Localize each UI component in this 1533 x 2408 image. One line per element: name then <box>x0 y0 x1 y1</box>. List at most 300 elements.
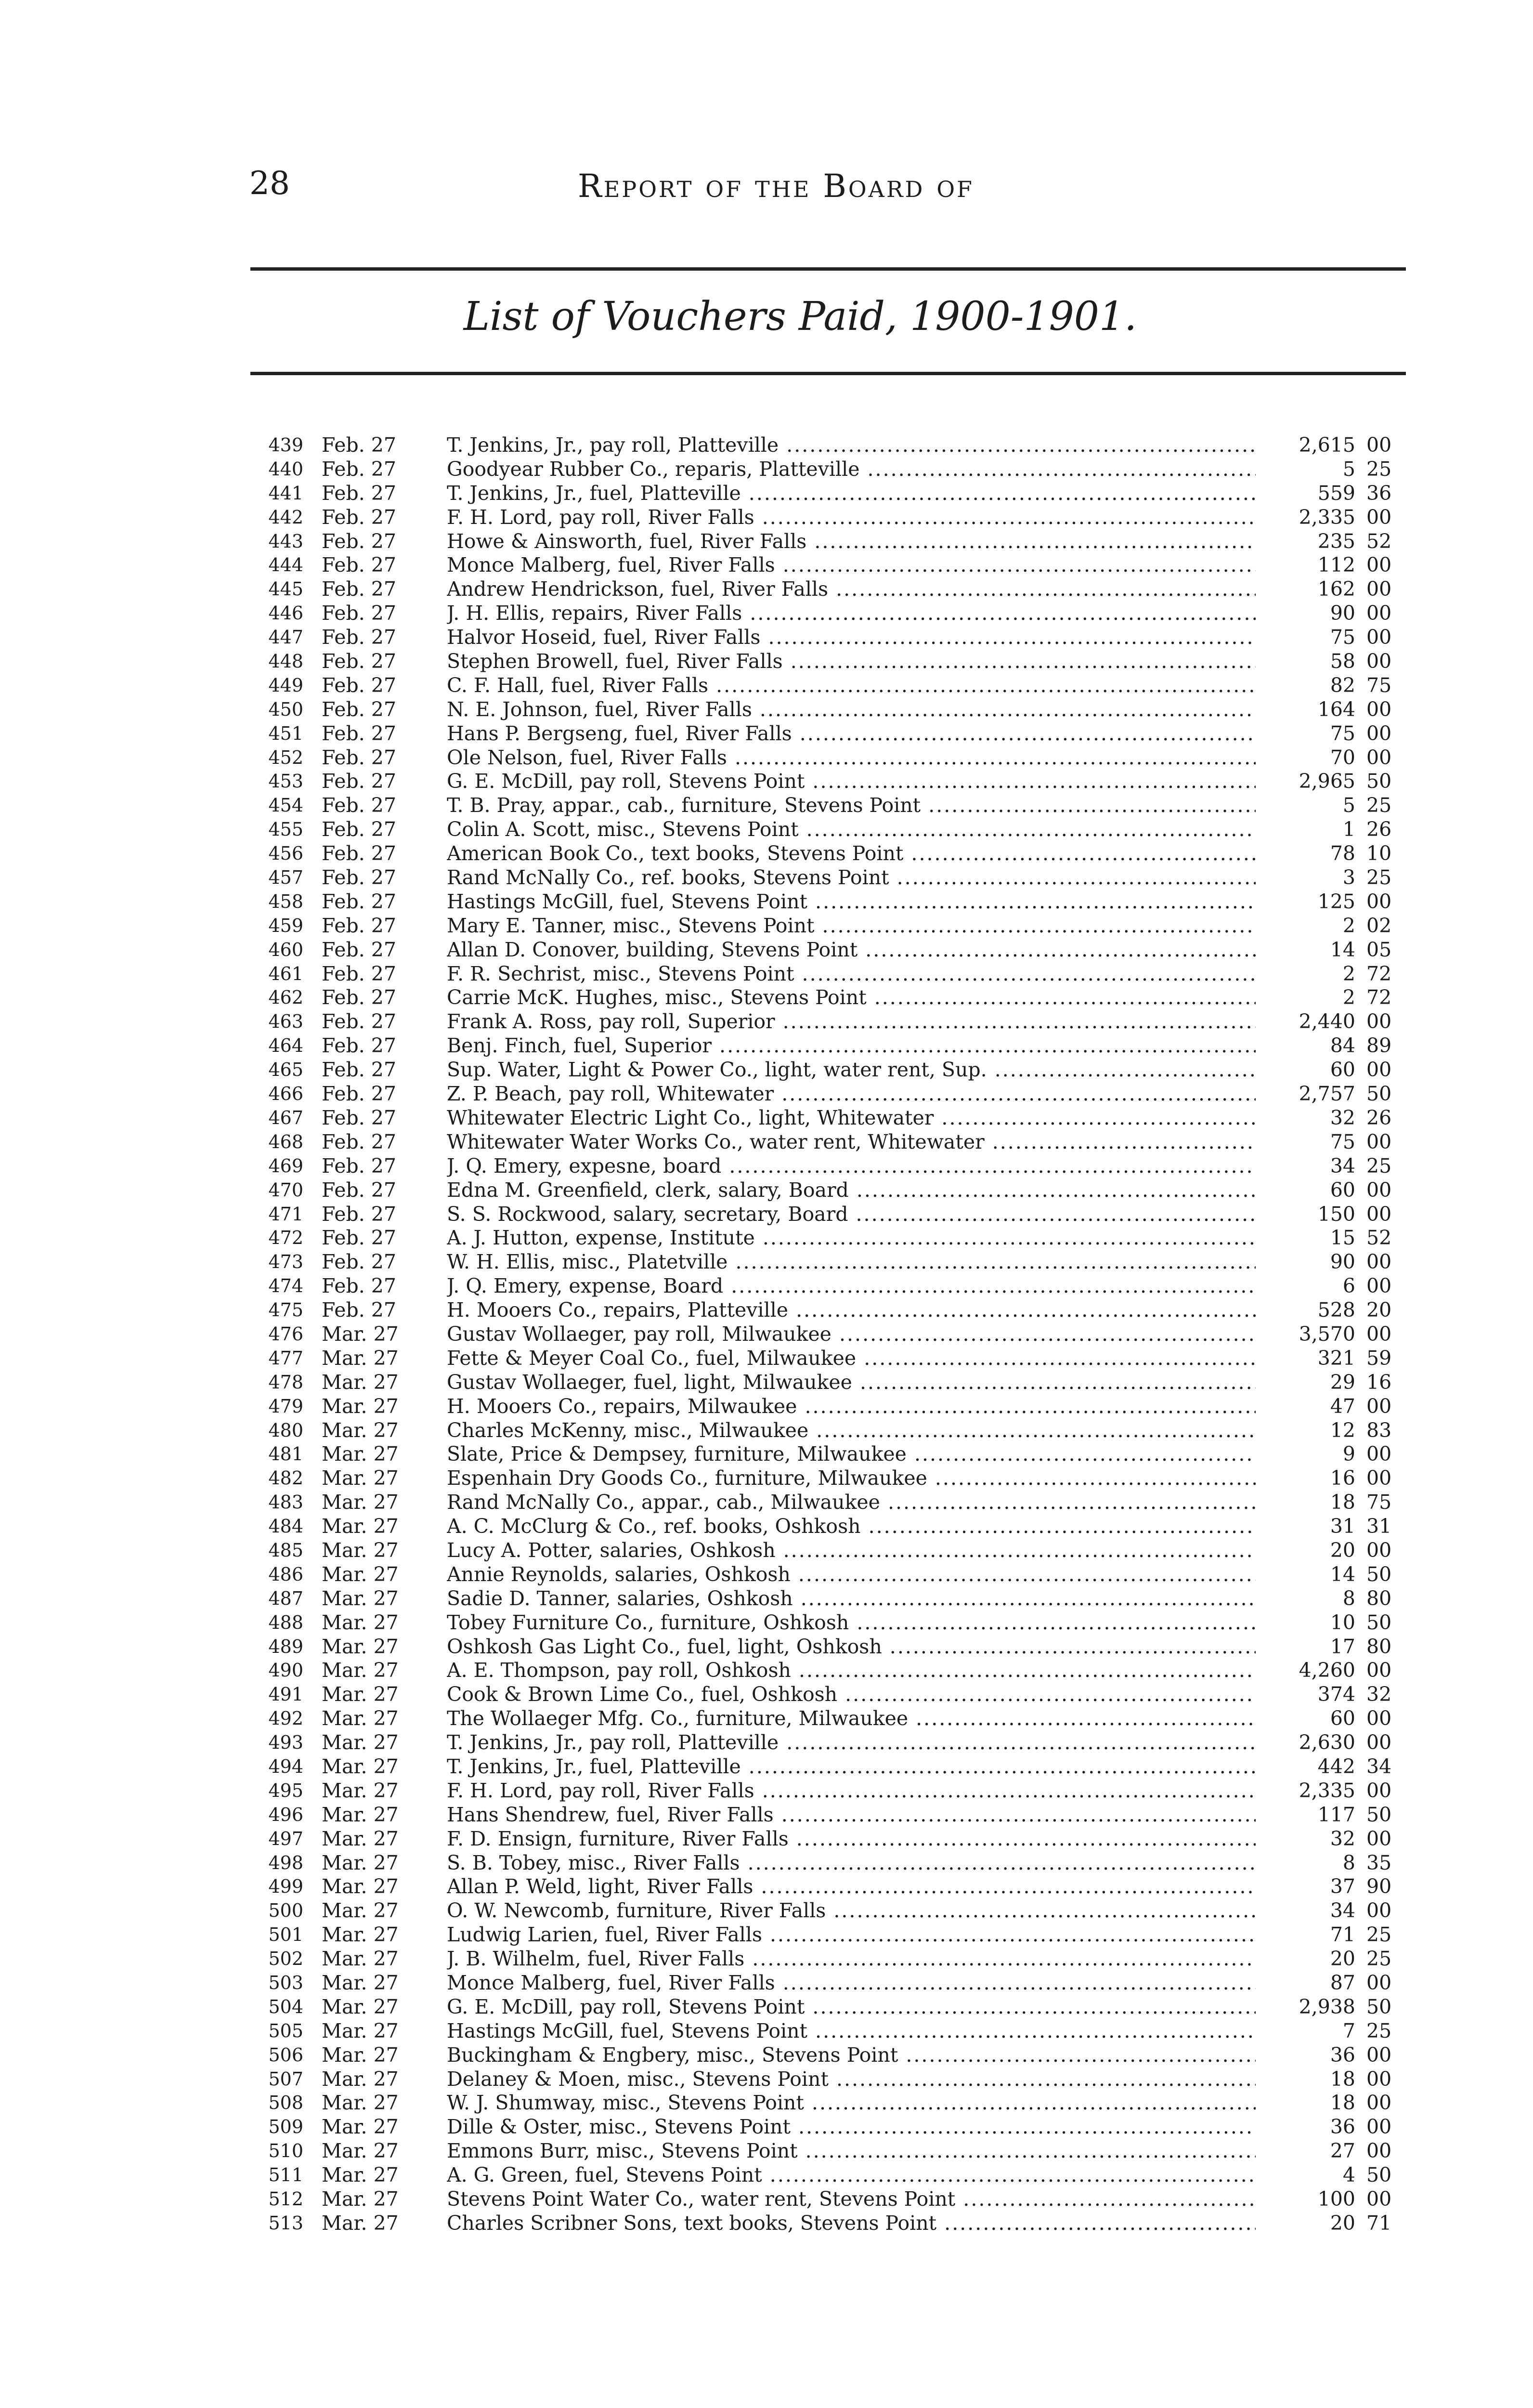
voucher-amount-cents: 00 <box>1366 1130 1392 1153</box>
voucher-description: G. E. McDill, pay roll, Stevens Point ..... <box>447 1995 1256 2019</box>
voucher-date: Feb. 27 <box>322 1202 396 1226</box>
voucher-number: 491 <box>268 1684 303 1705</box>
voucher-date: Mar. 27 <box>322 2067 399 2091</box>
voucher-amount-cents: 00 <box>1366 2115 1392 2139</box>
voucher-row <box>0 1274 1533 1298</box>
voucher-amount-dollars: 90 <box>1330 1250 1355 1274</box>
voucher-date: Mar. 27 <box>322 1779 399 1802</box>
voucher-number: 484 <box>268 1516 303 1537</box>
voucher-amount-cents: 00 <box>1366 2067 1392 2091</box>
voucher-amount-cents: 00 <box>1366 577 1392 601</box>
voucher-amount-cents: 50 <box>1366 2163 1392 2187</box>
voucher-description: A. E. Thompson, pay roll, Oshkosh ..... <box>447 1659 1256 1683</box>
voucher-row <box>0 770 1533 794</box>
voucher-amount-dollars: 84 <box>1330 1034 1355 1058</box>
voucher-amount-dollars: 2,630 <box>1299 1731 1355 1754</box>
voucher-amount-dollars: 36 <box>1330 2043 1355 2067</box>
voucher-description: Buckingham & Engbery, misc., Stevens Point ..... <box>447 2043 1256 2068</box>
voucher-amount-cents: 90 <box>1366 1875 1392 1898</box>
voucher-number: 511 <box>268 2164 303 2186</box>
voucher-amount-dollars: 87 <box>1330 1971 1355 1994</box>
voucher-date: Mar. 27 <box>322 1635 399 1658</box>
voucher-description: F. D. Ensign, furniture, River Falls ..... <box>447 1827 1256 1851</box>
voucher-description: G. E. McDill, pay roll, Stevens Point ..... <box>447 770 1256 794</box>
voucher-amount-cents: 35 <box>1366 1851 1392 1874</box>
voucher-date: Feb. 27 <box>322 890 396 913</box>
voucher-amount-cents: 72 <box>1366 962 1392 985</box>
voucher-date: Feb. 27 <box>322 986 396 1009</box>
voucher-amount-cents: 50 <box>1366 770 1392 793</box>
voucher-row <box>0 938 1533 962</box>
voucher-number: 441 <box>268 482 303 504</box>
voucher-description: Hans P. Bergseng, fuel, River Falls ..... <box>447 722 1256 746</box>
voucher-amount-dollars: 20 <box>1330 1538 1355 1562</box>
voucher-amount-cents: 25 <box>1366 2019 1392 2042</box>
voucher-amount-cents: 00 <box>1366 2187 1392 2211</box>
voucher-amount-cents: 00 <box>1366 721 1392 745</box>
voucher-number: 444 <box>268 554 303 576</box>
voucher-amount-dollars: 27 <box>1330 2139 1355 2163</box>
voucher-description: J. B. Wilhelm, fuel, River Falls ..... <box>447 1947 1256 1971</box>
voucher-number: 505 <box>268 2020 303 2042</box>
voucher-description: T. Jenkins, Jr., fuel, Platteville ..... <box>447 482 1256 506</box>
voucher-row <box>0 1058 1533 1082</box>
voucher-amount-dollars: 2,615 <box>1299 433 1355 457</box>
page-number: 28 <box>249 165 290 202</box>
voucher-row <box>0 2212 1533 2236</box>
voucher-amount-cents: 00 <box>1366 2139 1392 2163</box>
voucher-date: Mar. 27 <box>322 2139 399 2163</box>
voucher-number: 498 <box>268 1852 303 1873</box>
voucher-number: 457 <box>268 867 303 889</box>
voucher-amount-dollars: 2 <box>1342 914 1355 937</box>
voucher-amount-dollars: 5 <box>1342 794 1355 817</box>
voucher-row <box>0 650 1533 674</box>
voucher-row <box>0 1419 1533 1443</box>
voucher-date: Feb. 27 <box>322 1226 396 1250</box>
voucher-date: Mar. 27 <box>322 1995 399 2018</box>
voucher-date: Mar. 27 <box>322 1562 399 1586</box>
voucher-amount-cents: 00 <box>1366 553 1392 577</box>
voucher-description: A. J. Hutton, expense, Institute ..... <box>447 1226 1256 1250</box>
voucher-row <box>0 1250 1533 1274</box>
voucher-number: 465 <box>268 1059 303 1081</box>
voucher-row <box>0 433 1533 458</box>
voucher-amount-dollars: 32 <box>1330 1827 1355 1850</box>
voucher-date: Mar. 27 <box>322 1803 399 1826</box>
voucher-number: 473 <box>268 1251 303 1273</box>
voucher-description: T. Jenkins, Jr., fuel, Platteville ..... <box>447 1755 1256 1779</box>
voucher-date: Feb. 27 <box>322 457 396 481</box>
voucher-amount-dollars: 14 <box>1330 938 1355 961</box>
voucher-amount-cents: 00 <box>1366 1442 1392 1466</box>
voucher-description: Andrew Hendrickson, fuel, River Falls ..... <box>447 577 1256 602</box>
voucher-amount-cents: 52 <box>1366 529 1392 553</box>
voucher-number: 475 <box>268 1299 303 1321</box>
voucher-row <box>0 1130 1533 1154</box>
voucher-date: Feb. 27 <box>322 1274 396 1298</box>
voucher-number: 461 <box>268 963 303 984</box>
voucher-row <box>0 1034 1533 1058</box>
voucher-row <box>0 986 1533 1010</box>
voucher-row <box>0 1082 1533 1106</box>
voucher-row <box>0 1491 1533 1515</box>
voucher-description: J. H. Ellis, repairs, River Falls ..... <box>447 602 1256 626</box>
voucher-amount-dollars: 2,335 <box>1299 1779 1355 1802</box>
voucher-description: Stevens Point Water Co., water rent, Stevens Point ..... <box>447 2187 1256 2212</box>
voucher-date: Feb. 27 <box>322 721 396 745</box>
voucher-amount-dollars: 75 <box>1330 721 1355 745</box>
voucher-description: J. Q. Emery, expesne, board ..... <box>447 1154 1256 1178</box>
voucher-row <box>0 530 1533 554</box>
voucher-row <box>0 1971 1533 1995</box>
voucher-row <box>0 1707 1533 1731</box>
voucher-row <box>0 1298 1533 1322</box>
voucher-amount-cents: 00 <box>1366 1538 1392 1562</box>
voucher-number: 508 <box>268 2092 303 2114</box>
voucher-date: Feb. 27 <box>322 1058 396 1082</box>
voucher-description: J. Q. Emery, expense, Board ..... <box>447 1274 1256 1298</box>
voucher-row <box>0 1395 1533 1419</box>
voucher-amount-dollars: 235 <box>1317 529 1355 553</box>
voucher-number: 483 <box>268 1492 303 1513</box>
voucher-description: Charles Scribner Sons, text books, Stevens Point ..... <box>447 2212 1256 2236</box>
voucher-amount-cents: 80 <box>1366 1586 1392 1610</box>
voucher-number: 453 <box>268 771 303 792</box>
voucher-description: O. W. Newcomb, furniture, River Falls ..... <box>447 1899 1256 1923</box>
voucher-description: Sup. Water, Light & Power Co., light, water rent, Sup. ..... <box>447 1058 1256 1082</box>
voucher-number: 454 <box>268 795 303 816</box>
voucher-amount-cents: 00 <box>1366 1274 1392 1298</box>
voucher-row <box>0 842 1533 866</box>
voucher-date: Feb. 27 <box>322 673 396 697</box>
voucher-number: 479 <box>268 1395 303 1417</box>
voucher-description: Z. P. Beach, pay roll, Whitewater ..... <box>447 1082 1256 1106</box>
voucher-date: Mar. 27 <box>322 2091 399 2115</box>
voucher-amount-dollars: 1 <box>1342 818 1355 841</box>
voucher-amount-cents: 00 <box>1366 1178 1392 1202</box>
voucher-row <box>0 626 1533 650</box>
voucher-amount-dollars: 78 <box>1330 842 1355 865</box>
voucher-date: Mar. 27 <box>322 1466 399 1490</box>
voucher-date: Feb. 27 <box>322 1010 396 1034</box>
voucher-date: Mar. 27 <box>322 1442 399 1466</box>
voucher-date: Feb. 27 <box>322 914 396 937</box>
voucher-description: S. B. Tobey, misc., River Falls ..... <box>447 1851 1256 1875</box>
voucher-amount-dollars: 442 <box>1317 1754 1355 1778</box>
voucher-number: 439 <box>268 434 303 456</box>
voucher-date: Feb. 27 <box>322 1130 396 1153</box>
voucher-description: Benj. Finch, fuel, Superior ..... <box>447 1034 1256 1058</box>
voucher-number: 476 <box>268 1323 303 1345</box>
voucher-amount-dollars: 34 <box>1330 1154 1355 1178</box>
voucher-date: Feb. 27 <box>322 1298 396 1322</box>
voucher-row <box>0 1659 1533 1683</box>
voucher-amount-cents: 50 <box>1366 1995 1392 2018</box>
voucher-number: 466 <box>268 1083 303 1105</box>
voucher-amount-dollars: 34 <box>1330 1899 1355 1923</box>
voucher-date: Feb. 27 <box>322 1178 396 1202</box>
voucher-number: 495 <box>268 1780 303 1801</box>
voucher-description: Whitewater Electric Light Co., light, Whitewater ..... <box>447 1106 1256 1130</box>
voucher-description: Monce Malberg, fuel, River Falls ..... <box>447 553 1256 577</box>
voucher-amount-dollars: 20 <box>1330 1947 1355 1971</box>
voucher-number: 451 <box>268 722 303 744</box>
voucher-row <box>0 1995 1533 2019</box>
voucher-row <box>0 506 1533 530</box>
voucher-description: Goodyear Rubber Co., reparis, Platteville ..... <box>447 458 1256 482</box>
voucher-amount-cents: 00 <box>1366 1659 1392 1682</box>
voucher-row <box>0 1539 1533 1563</box>
voucher-date: Mar. 27 <box>322 1346 399 1370</box>
voucher-date: Mar. 27 <box>322 1754 399 1778</box>
voucher-amount-dollars: 47 <box>1330 1394 1355 1418</box>
voucher-amount-cents: 00 <box>1366 1899 1392 1923</box>
voucher-amount-dollars: 71 <box>1330 1923 1355 1947</box>
voucher-row <box>0 1755 1533 1779</box>
voucher-amount-cents: 00 <box>1366 2043 1392 2067</box>
voucher-amount-cents: 20 <box>1366 1298 1392 1322</box>
voucher-row <box>0 1875 1533 1899</box>
voucher-date: Mar. 27 <box>322 1731 399 1754</box>
voucher-date: Mar. 27 <box>322 2211 399 2235</box>
voucher-amount-cents: 75 <box>1366 1491 1392 1514</box>
voucher-date: Feb. 27 <box>322 1034 396 1058</box>
voucher-amount-cents: 26 <box>1366 818 1392 841</box>
voucher-amount-cents: 00 <box>1366 1010 1392 1034</box>
voucher-amount-dollars: 4 <box>1342 2163 1355 2187</box>
voucher-amount-cents: 31 <box>1366 1515 1392 1538</box>
voucher-description: H. Mooers Co., repairs, Milwaukee ..... <box>447 1395 1256 1419</box>
voucher-amount-dollars: 18 <box>1330 2091 1355 2115</box>
voucher-amount-dollars: 7 <box>1342 2019 1355 2042</box>
voucher-amount-dollars: 2 <box>1342 986 1355 1009</box>
voucher-row <box>0 2091 1533 2115</box>
voucher-amount-dollars: 374 <box>1317 1683 1355 1706</box>
voucher-amount-cents: 32 <box>1366 1683 1392 1706</box>
voucher-row <box>0 1347 1533 1371</box>
voucher-row <box>0 1611 1533 1635</box>
voucher-row <box>0 1923 1533 1947</box>
voucher-amount-cents: 00 <box>1366 1971 1392 1994</box>
voucher-number: 449 <box>268 674 303 696</box>
voucher-amount-cents: 75 <box>1366 673 1392 697</box>
voucher-row <box>0 1635 1533 1659</box>
voucher-date: Mar. 27 <box>322 2115 399 2139</box>
voucher-amount-dollars: 18 <box>1330 1491 1355 1514</box>
voucher-amount-dollars: 18 <box>1330 2067 1355 2091</box>
voucher-description: Lucy A. Potter, salaries, Oshkosh ..... <box>447 1539 1256 1563</box>
voucher-amount-dollars: 15 <box>1330 1226 1355 1250</box>
voucher-amount-dollars: 117 <box>1317 1803 1355 1826</box>
voucher-amount-cents: 16 <box>1366 1370 1392 1394</box>
voucher-number: 503 <box>268 1972 303 1993</box>
voucher-row <box>0 602 1533 626</box>
voucher-amount-cents: 00 <box>1366 505 1392 529</box>
voucher-amount-dollars: 125 <box>1317 890 1355 913</box>
voucher-row <box>0 1442 1533 1466</box>
voucher-date: Mar. 27 <box>322 1322 399 1346</box>
voucher-description: Rand McNally Co., appar., cab., Milwaukee ..... <box>447 1491 1256 1515</box>
voucher-date: Mar. 27 <box>322 1659 399 1682</box>
voucher-row <box>0 1683 1533 1707</box>
voucher-description: Hastings McGill, fuel, Stevens Point ..... <box>447 890 1256 914</box>
voucher-amount-cents: 36 <box>1366 481 1392 505</box>
voucher-date: Feb. 27 <box>322 481 396 505</box>
voucher-amount-cents: 00 <box>1366 602 1392 625</box>
voucher-row <box>0 577 1533 602</box>
voucher-number: 448 <box>268 651 303 672</box>
voucher-number: 497 <box>268 1828 303 1849</box>
voucher-date: Feb. 27 <box>322 505 396 529</box>
voucher-date: Mar. 27 <box>322 1707 399 1730</box>
voucher-number: 507 <box>268 2068 303 2090</box>
voucher-number: 482 <box>268 1467 303 1489</box>
voucher-number: 443 <box>268 530 303 552</box>
voucher-number: 509 <box>268 2116 303 2138</box>
voucher-row <box>0 1947 1533 1971</box>
voucher-amount-dollars: 528 <box>1317 1298 1355 1322</box>
voucher-row <box>0 2068 1533 2092</box>
voucher-amount-cents: 00 <box>1366 1827 1392 1850</box>
voucher-description: H. Mooers Co., repairs, Platteville ..... <box>447 1298 1256 1322</box>
voucher-description: F. H. Lord, pay roll, River Falls ..... <box>447 506 1256 530</box>
voucher-amount-dollars: 70 <box>1330 746 1355 769</box>
voucher-amount-cents: 00 <box>1366 1779 1392 1802</box>
voucher-row <box>0 1322 1533 1347</box>
voucher-row <box>0 1731 1533 1755</box>
voucher-date: Feb. 27 <box>322 626 396 649</box>
voucher-date: Mar. 27 <box>322 2019 399 2042</box>
voucher-number: 494 <box>268 1755 303 1777</box>
voucher-amount-dollars: 60 <box>1330 1058 1355 1082</box>
voucher-amount-cents: 00 <box>1366 626 1392 649</box>
voucher-amount-cents: 26 <box>1366 1106 1392 1129</box>
voucher-amount-cents: 00 <box>1366 1466 1392 1490</box>
voucher-row <box>0 2019 1533 2043</box>
voucher-amount-cents: 00 <box>1366 1707 1392 1730</box>
voucher-row <box>0 866 1533 890</box>
voucher-date: Mar. 27 <box>322 1491 399 1514</box>
voucher-description: A. G. Green, fuel, Stevens Point ..... <box>447 2163 1256 2187</box>
voucher-number: 481 <box>268 1443 303 1465</box>
voucher-amount-dollars: 3,570 <box>1299 1322 1355 1346</box>
voucher-date: Mar. 27 <box>322 1899 399 1923</box>
voucher-amount-cents: 10 <box>1366 842 1392 865</box>
voucher-date: Feb. 27 <box>322 938 396 961</box>
voucher-amount-dollars: 90 <box>1330 602 1355 625</box>
voucher-row <box>0 1851 1533 1875</box>
voucher-date: Mar. 27 <box>322 1586 399 1610</box>
voucher-amount-cents: 71 <box>1366 2211 1392 2235</box>
voucher-row <box>0 962 1533 986</box>
voucher-amount-dollars: 8 <box>1342 1586 1355 1610</box>
voucher-description: Fette & Meyer Coal Co., fuel, Milwaukee ..... <box>447 1347 1256 1371</box>
voucher-description: T. B. Pray, appar., cab., furniture, Stevens Point ..... <box>447 794 1256 818</box>
voucher-description: Tobey Furniture Co., furniture, Oshkosh ..... <box>447 1611 1256 1635</box>
voucher-date: Mar. 27 <box>322 1538 399 1562</box>
voucher-amount-dollars: 164 <box>1317 697 1355 721</box>
voucher-row <box>0 482 1533 506</box>
voucher-row <box>0 722 1533 746</box>
voucher-number: 488 <box>268 1611 303 1633</box>
voucher-number: 489 <box>268 1636 303 1657</box>
voucher-amount-cents: 59 <box>1366 1346 1392 1370</box>
voucher-amount-dollars: 17 <box>1330 1635 1355 1658</box>
voucher-date: Mar. 27 <box>322 1947 399 1971</box>
voucher-amount-cents: 05 <box>1366 938 1392 961</box>
voucher-date: Mar. 27 <box>322 2187 399 2211</box>
voucher-row <box>0 1563 1533 1587</box>
voucher-amount-dollars: 4,260 <box>1299 1659 1355 1682</box>
voucher-amount-dollars: 150 <box>1317 1202 1355 1226</box>
voucher-number: 506 <box>268 2044 303 2066</box>
voucher-date: Mar. 27 <box>322 1610 399 1634</box>
voucher-number: 493 <box>268 1732 303 1754</box>
voucher-row <box>0 458 1533 482</box>
voucher-date: Feb. 27 <box>322 1106 396 1129</box>
voucher-amount-dollars: 82 <box>1330 673 1355 697</box>
voucher-number: 471 <box>268 1203 303 1225</box>
voucher-number: 500 <box>268 1900 303 1922</box>
voucher-number: 502 <box>268 1948 303 1970</box>
voucher-description: Sadie D. Tanner, salaries, Oshkosh ..... <box>447 1587 1256 1611</box>
voucher-number: 499 <box>268 1876 303 1898</box>
voucher-number: 468 <box>268 1131 303 1152</box>
voucher-number: 469 <box>268 1155 303 1177</box>
voucher-amount-dollars: 29 <box>1330 1370 1355 1394</box>
voucher-amount-dollars: 100 <box>1317 2187 1355 2211</box>
voucher-date: Mar. 27 <box>322 1827 399 1850</box>
voucher-amount-cents: 00 <box>1366 1058 1392 1082</box>
voucher-number: 459 <box>268 915 303 936</box>
voucher-description: Slate, Price & Dempsey, furniture, Milwaukee ..... <box>447 1442 1256 1466</box>
voucher-amount-dollars: 2,335 <box>1299 505 1355 529</box>
voucher-amount-dollars: 2 <box>1342 962 1355 985</box>
voucher-number: 510 <box>268 2140 303 2162</box>
voucher-amount-cents: 25 <box>1366 457 1392 481</box>
voucher-date: Feb. 27 <box>322 697 396 721</box>
voucher-row <box>0 553 1533 577</box>
voucher-row <box>0 914 1533 938</box>
voucher-date: Feb. 27 <box>322 962 396 985</box>
voucher-date: Feb. 27 <box>322 818 396 841</box>
voucher-row <box>0 1010 1533 1034</box>
voucher-amount-cents: 25 <box>1366 1947 1392 1971</box>
voucher-date: Mar. 27 <box>322 1971 399 1994</box>
voucher-amount-cents: 02 <box>1366 914 1392 937</box>
voucher-date: Feb. 27 <box>322 650 396 673</box>
voucher-amount-dollars: 10 <box>1330 1610 1355 1634</box>
voucher-amount-dollars: 14 <box>1330 1562 1355 1586</box>
voucher-number: 501 <box>268 1924 303 1946</box>
voucher-description: Howe & Ainsworth, fuel, River Falls ..... <box>447 530 1256 554</box>
voucher-date: Mar. 27 <box>322 1370 399 1394</box>
voucher-description: Rand McNally Co., ref. books, Stevens Point ..... <box>447 866 1256 890</box>
voucher-date: Mar. 27 <box>322 2043 399 2067</box>
voucher-date: Feb. 27 <box>322 577 396 601</box>
voucher-description: Frank A. Ross, pay roll, Superior ..... <box>447 1010 1256 1034</box>
voucher-amount-dollars: 2,965 <box>1299 770 1355 793</box>
voucher-number: 513 <box>268 2212 303 2234</box>
voucher-date: Feb. 27 <box>322 794 396 817</box>
voucher-amount-cents: 00 <box>1366 890 1392 913</box>
voucher-description: Hans Shendrew, fuel, River Falls ..... <box>447 1803 1256 1827</box>
voucher-row <box>0 1178 1533 1203</box>
voucher-description: Cook & Brown Lime Co., fuel, Oshkosh ..... <box>447 1683 1256 1707</box>
voucher-amount-dollars: 2,440 <box>1299 1010 1355 1034</box>
voucher-description: Allan P. Weld, light, River Falls ..... <box>447 1875 1256 1899</box>
